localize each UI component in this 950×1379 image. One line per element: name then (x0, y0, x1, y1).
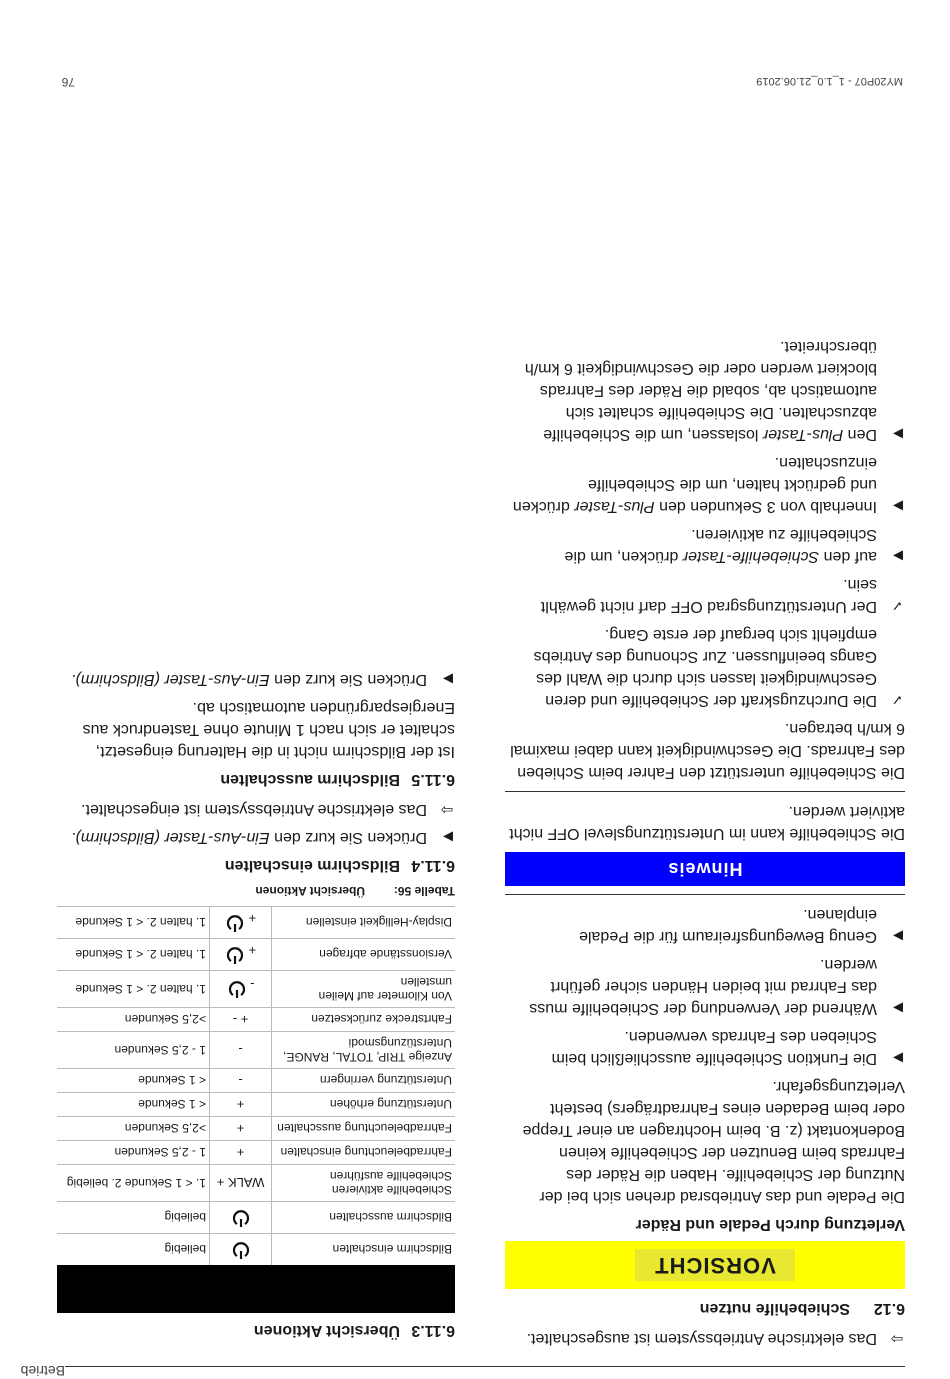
duration-cell: 1 - 2,5 Sekunden (57, 1032, 209, 1069)
duration-cell: 1. < 1 Sekunde 2. beliebig (57, 1165, 209, 1202)
table-row (57, 1202, 455, 1234)
power-icon (231, 1209, 251, 1229)
duration-cell: beliebig (57, 1234, 209, 1266)
key-cell (209, 1069, 271, 1093)
action-cell: Versionsstände abfragen (272, 939, 455, 971)
warning-banner (505, 1241, 905, 1289)
table-row (57, 1117, 455, 1141)
power-icon (231, 1241, 251, 1261)
right-column (55, 662, 455, 1349)
precondition-item: ✓ Die Durchzugskraft der Schiebehilfe und deren Geschwindigkeit lassen sich durch die Wahl des Gangs beeinflussen. Zur Schonung des Antriebs empfiehlt sich bergauf der erste Gang. (505, 623, 905, 711)
divider (505, 791, 905, 792)
instruction-step: ▶ Innerhalb von 3 Sekunden den Plus-Taster drücken und gedrückt halten, um die Schiebehilfe einzuschalten. (505, 451, 905, 517)
table-row (57, 1165, 455, 1202)
actions-table (57, 906, 455, 1313)
key-cell (209, 907, 271, 939)
header-rule (65, 1366, 905, 1367)
key-symbol: + (236, 1121, 245, 1136)
section-number: 6.11.4 (411, 857, 455, 874)
key-symbol: - (238, 1042, 243, 1058)
key-cell (209, 1234, 271, 1266)
section-title: Schiebehilfe nutzen (699, 1300, 850, 1317)
section-heading-6114 (55, 856, 455, 874)
table-row (57, 1032, 455, 1069)
footer-page-number: 76 (61, 75, 75, 89)
section-number: 6.12 (873, 1300, 905, 1317)
table-row (57, 1069, 455, 1093)
warning-body: Die Pedale und das Antriebsrad drehen sich bei der Nutzung der Schiebehilfe. Haben die Räder des Fahrrads beim Benutzen der Schiebehilfe keinen Bodenkontakt (z. B. beim Hochtragen an einer Treppe oder beim Bedaden eines Fahrradträgers) besteht Verletzungsgefahr. (522, 1078, 905, 1205)
section-title: Bildschirm einschalten (224, 857, 400, 874)
warning-label: VORSICHT (635, 1249, 795, 1281)
key-symbol: + (244, 911, 257, 926)
action-cell: Bildschirm einschalten (272, 1234, 455, 1266)
hint-body: Die Schiebehilfe kann im Unterstützungslevel OFF nicht aktiviert werden. (509, 803, 905, 842)
key-cell (209, 1165, 271, 1202)
table-row (57, 1008, 455, 1032)
duration-cell: >2,5 Sekunden (57, 1117, 209, 1141)
action-cell: Anzeige TRIP, TOTAL, RANGE, Unterstüzungsmodi (272, 1032, 455, 1069)
key-symbol: + (237, 1012, 249, 1027)
warning-bullet: ▶ Genug Bewegungsfreiraum für die Pedale einplanen. (505, 903, 905, 947)
table-row (57, 1141, 455, 1165)
duration-cell: < 1 Sekunde (57, 1069, 209, 1093)
instruction-step: ▶ Den Plus-Taster loslassen, um die Schiebehilfe abzuschalten. Die Schiebehilfe schaltet sich automatisch ab, sobald die Räder des Fahrrads blockiert werden oder die Geschwindigkeit 6 km/h überschreitet. (505, 335, 905, 445)
section-title: Bildschirm ausschalten (220, 771, 400, 788)
action-cell: Fahrradbeleuchtung einschalten (272, 1141, 455, 1165)
duration-cell: 1. halten 2. < 1 Sekunde (57, 907, 209, 939)
key-symbol: + (216, 1175, 225, 1191)
warning-title: Verletzung durch Pedale und Räder (635, 1216, 905, 1233)
key-cell (209, 1093, 271, 1117)
action-cell: Schiebehilfe aktivieren Schiebehilfe ausführen (272, 1165, 455, 1202)
table-row (57, 971, 455, 1008)
key-symbol: + (244, 943, 257, 958)
section-heading-612 (505, 1299, 905, 1317)
duration-cell: 1. halten 2. < 1 Sekunde (57, 971, 209, 1008)
instruction-step: ▶ auf den Schiebehilfe-Taster drücken, um die Schiebehilfe zu aktivieren. (505, 523, 905, 567)
table-row (57, 1093, 455, 1117)
section-title: Übersicht Aktionen (253, 1322, 400, 1339)
duration-cell: beliebig (57, 1202, 209, 1234)
key-symbol: WALK (224, 1175, 265, 1191)
key-cell (209, 1117, 271, 1141)
warning-bullet: ▶ Die Funktion Schiebehilfe ausschließlich beim Schieben des Fahrrads verwenden. (505, 1025, 905, 1069)
duration-cell: 1. halten 2. < 1 Sekunde (57, 939, 209, 971)
table-row (57, 939, 455, 971)
power-icon (225, 914, 245, 934)
key-cell (209, 1202, 271, 1234)
auto-off-paragraph: Ist der Bildschirm nicht in die Halterung eingesetzt, schaltet er sich nach 1 Minute ohne Tastendruck aus Energiespargründen automatisch ab. (82, 699, 455, 760)
table-row (57, 907, 455, 939)
duration-cell: >2,5 Sekunden (57, 1008, 209, 1032)
precondition-item: ✓ Der Unterstützungsgrad OFF darf nicht gewählt sein. (505, 573, 905, 617)
power-icon (227, 981, 247, 1001)
push-assist-intro: Die Schiebehilfe unterstützt den Fahrer beim Schieben des Fahrrads. Die Geschwindigkeit kann dabei maximal 6 km/h betragen. (510, 720, 905, 781)
table-row (57, 1234, 455, 1266)
hint-banner: Hinweis (505, 852, 905, 886)
instruction-step: ▶ Drücken Sie kurz den Ein-Aus-Taster (Bildschirm). (55, 826, 455, 848)
action-cell: Von Kilometer auf Meilen umstellen (272, 971, 455, 1008)
key-cell (209, 939, 271, 971)
section-number: 6.11.3 (411, 1322, 455, 1339)
section-heading-6113 (55, 1321, 455, 1339)
result-text: ⇨ Das elektrische Antriebssystem ist eingeschaltet. (55, 798, 455, 820)
divider (505, 894, 905, 895)
key-symbol: - (246, 977, 255, 993)
result-text: ⇨ Das elektrische Antriebssystem ist ausgeschaltet. (505, 1327, 905, 1349)
header-section-name: Betrieb (20, 1363, 65, 1379)
key-symbol: - (232, 1012, 238, 1027)
key-symbol: - (238, 1073, 243, 1088)
key-cell (209, 1141, 271, 1165)
table-caption: Tabelle 56:Übersicht Aktionen (255, 884, 455, 898)
warning-bullet: ▶ Während der Verwendung der Schiebehilfe muss das Fahrrad mit beiden Händen sicher geführt werden. (505, 953, 905, 1019)
action-cell: Display-Helligkeit einstellen (272, 907, 455, 939)
action-cell: Unterstützung verringern (272, 1069, 455, 1093)
key-cell (209, 971, 271, 1008)
action-cell: Fahrtstrecke zurücksetzen (272, 1008, 455, 1032)
duration-cell: < 1 Sekunde (57, 1093, 209, 1117)
section-number: 6.11.5 (411, 771, 455, 788)
key-symbol: + (236, 1097, 245, 1112)
key-symbol: + (236, 1145, 245, 1160)
key-cell (209, 1032, 271, 1069)
power-icon (225, 946, 245, 966)
action-cell: Unterstützung erhöhen (272, 1093, 455, 1117)
table-header (57, 1265, 455, 1313)
duration-cell: 1 - 2,5 Sekunden (57, 1141, 209, 1165)
instruction-step: ▶ Drücken Sie kurz den Ein-Aus-Taster (Bildschirm). (55, 668, 455, 690)
action-cell: Fahrradbeleuchtung ausschalten (272, 1117, 455, 1141)
section-heading-6115 (55, 770, 455, 788)
left-column (505, 329, 905, 1349)
action-cell: Bildschirm ausschalten (272, 1202, 455, 1234)
footer-doc-code: MY20P07 - 1_1.0_21.06.2019 (756, 75, 903, 87)
key-cell (209, 1008, 271, 1032)
